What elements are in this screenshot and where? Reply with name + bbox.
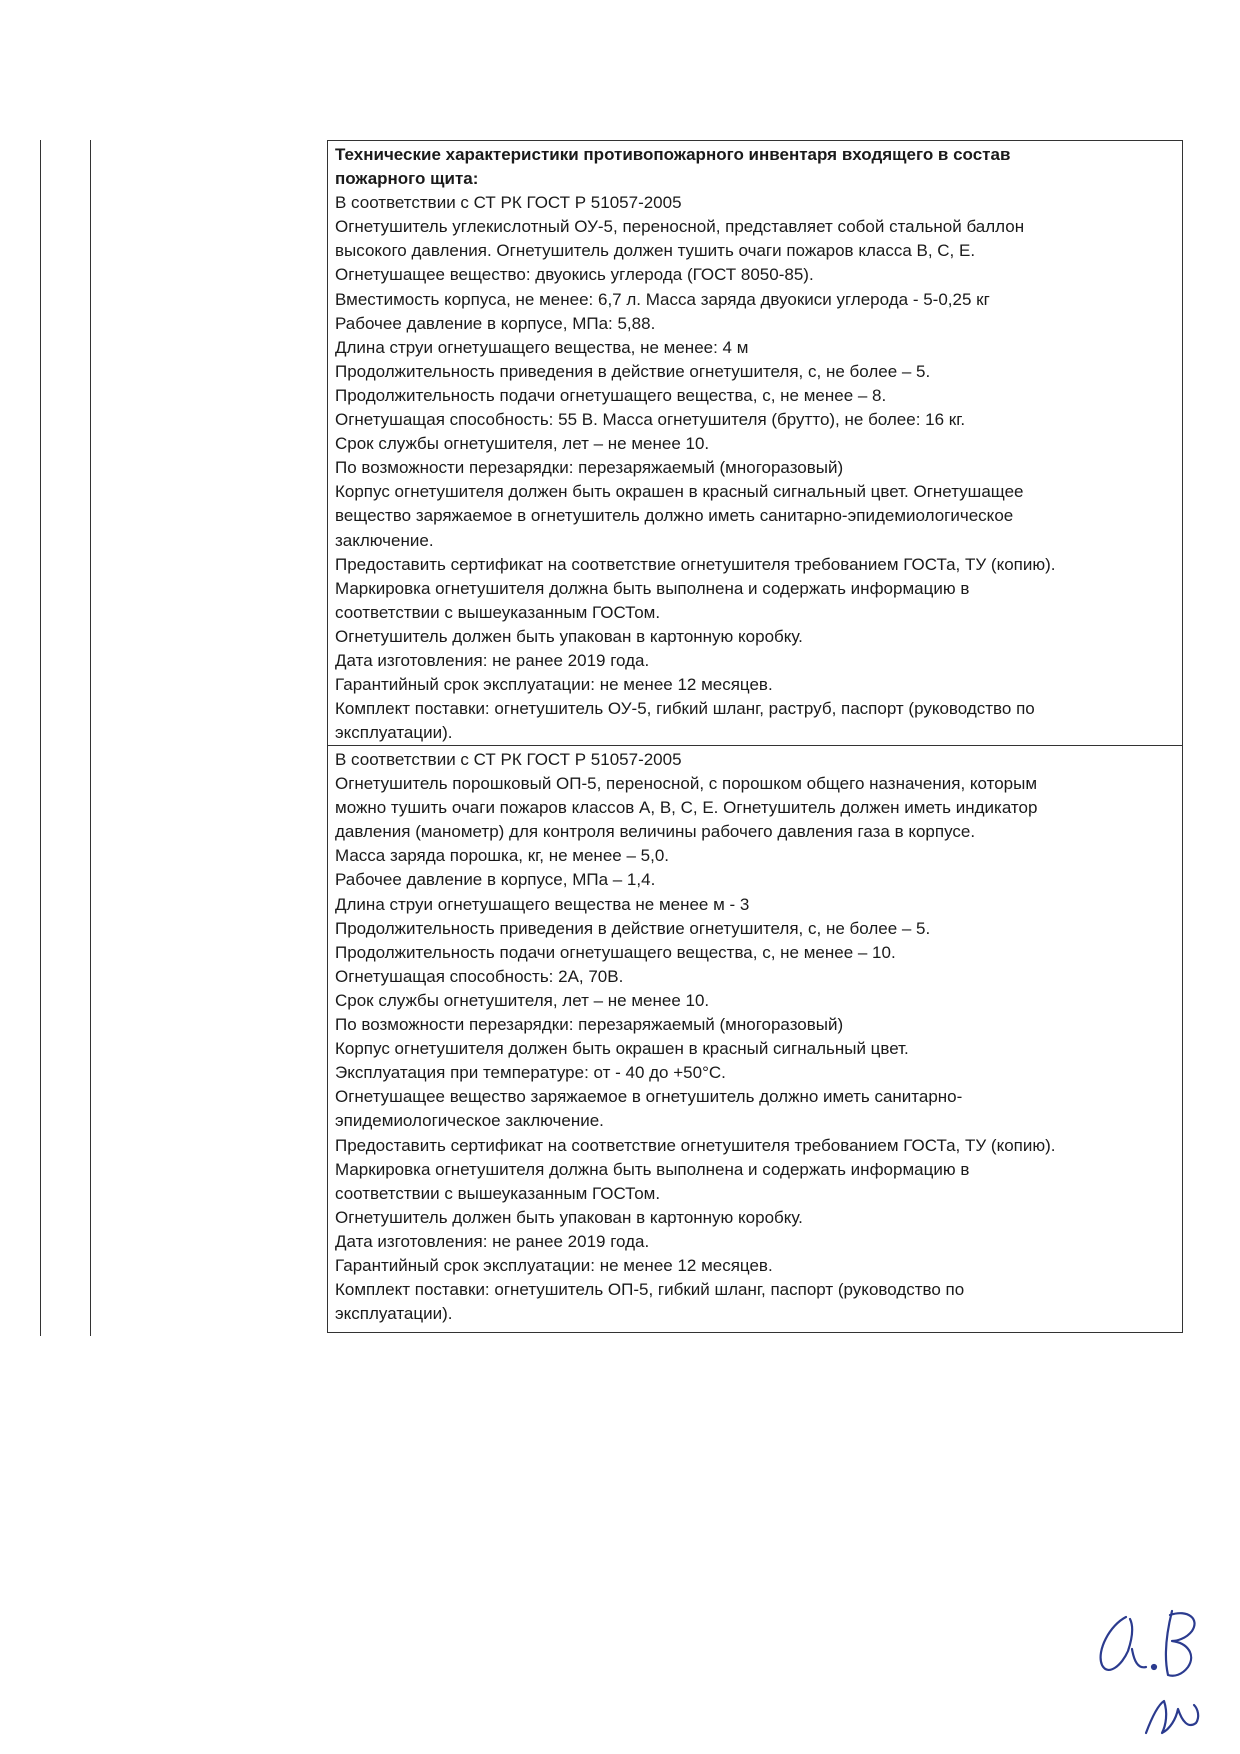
section-heading-line: пожарного щита: <box>335 169 479 189</box>
spec-line: Продолжительность подачи огнетушащего вещества, с, не менее – 10. <box>335 942 896 962</box>
spec-line: Дата изготовления: не ранее 2019 года. <box>335 650 650 670</box>
spec-line: Вместимость корпуса, не менее: 6,7 л. Масса заряда двуокиси углерода - 5-0,25 кг <box>335 289 990 309</box>
handwritten-signature <box>1088 1605 1218 1745</box>
left-margin-line-inner <box>90 140 91 1336</box>
spec-line: Длина струи огнетушащего вещества, не менее: 4 м <box>335 337 749 357</box>
spec-line: эксплуатации). <box>335 723 453 743</box>
spec-line: Продолжительность приведения в действие огнетушителя, с, не более – 5. <box>335 361 931 381</box>
spec-line: Маркировка огнетушителя должна быть выполнена и содержать информацию в <box>335 1159 970 1179</box>
spec-line: По возможности перезарядки: перезаряжаемый (многоразовый) <box>335 1015 844 1035</box>
spec-line: Огнетушитель должен быть упакован в картонную коробку. <box>335 1207 803 1227</box>
spec-line: Масса заряда порошка, кг, не менее – 5,0. <box>335 846 669 866</box>
spec-line: Огнетушащее вещество: двуокись углерода (ГОСТ 8050-85). <box>335 265 814 285</box>
spec-line: Предоставить сертификат на соответствие огнетушителя требованием ГОСТа, ТУ (копию). <box>335 1135 1056 1155</box>
spec-line: Гарантийный срок эксплуатации: не менее 12 месяцев. <box>335 675 773 695</box>
spec-line: заключение. <box>335 530 434 550</box>
spec-line: Рабочее давление в корпусе, МПа – 1,4. <box>335 870 656 890</box>
table-bottom-border <box>327 1332 1183 1333</box>
spec-line: По возможности перезарядки: перезаряжаемый (многоразовый) <box>335 458 844 478</box>
spec-line: Огнетушитель должен быть упакован в картонную коробку. <box>335 626 803 646</box>
spec-line: эпидемиологическое заключение. <box>335 1111 604 1131</box>
extinguisher-op5-spec-cell <box>327 745 1183 1333</box>
spec-line: Срок службы огнетушителя, лет – не менее 10. <box>335 434 710 454</box>
spec-line: Маркировка огнетушителя должна быть выполнена и содержать информацию в <box>335 578 970 598</box>
spec-line: Дата изготовления: не ранее 2019 года. <box>335 1231 650 1251</box>
spec-line: Продолжительность подачи огнетушащего вещества, с, не менее – 8. <box>335 385 887 405</box>
spec-line: Эксплуатация при температуре: от - 40 до +50°С. <box>335 1063 726 1083</box>
left-margin-line-outer <box>40 140 41 1336</box>
spec-line: Предоставить сертификат на соответствие огнетушителя требованием ГОСТа, ТУ (копию). <box>335 554 1056 574</box>
spec-line: В соответствии с СТ РК ГОСТ Р 51057-2005 <box>335 193 682 213</box>
section-heading-line: Технические характеристики противопожарного инвентаря входящего в состав <box>335 145 1011 164</box>
spec-line: Огнетушитель углекислотный ОУ-5, переносной, представляет собой стальной баллон <box>335 217 1025 237</box>
spec-line: Корпус огнетушителя должен быть окрашен в красный сигнальный цвет. Огнетушащее <box>335 482 1024 502</box>
spec-line: Огнетушитель порошковый ОП-5, переносной, с порошком общего назначения, которым <box>335 774 1038 794</box>
spec-line: Рабочее давление в корпусе, МПа: 5,88. <box>335 313 656 333</box>
spec-line: можно тушить очаги пожаров классов А, В, С, Е. Огнетушитель должен иметь индикатор <box>335 798 1038 818</box>
spec-line: Огнетушащее вещество заряжаемое в огнетушитель должно иметь санитарно- <box>335 1087 963 1107</box>
spec-line: эксплуатации). <box>335 1304 453 1324</box>
spec-line: Огнетушащая способность: 2А, 70В. <box>335 966 624 986</box>
spec-line: соответствии с вышеуказанным ГОСТом. <box>335 602 661 622</box>
spec-line: Корпус огнетушителя должен быть окрашен в красный сигнальный цвет. <box>335 1039 909 1059</box>
spec-line: Продолжительность приведения в действие огнетушителя, с, не более – 5. <box>335 918 931 938</box>
spec-line: Срок службы огнетушителя, лет – не менее 10. <box>335 990 710 1010</box>
spec-line: вещество заряжаемое в огнетушитель должно иметь санитарно-эпидемиологическое <box>335 506 1014 526</box>
spec-line: Комплект поставки: огнетушитель ОП-5, гибкий шланг, паспорт (руководство по <box>335 1280 965 1300</box>
spec-line: Комплект поставки: огнетушитель ОУ-5, гибкий шланг, раструб, паспорт (руководство по <box>335 699 1035 719</box>
spec-line: В соответствии с СТ РК ГОСТ Р 51057-2005 <box>335 750 682 769</box>
spec-line: давления (манометр) для контроля величины рабочего давления газа в корпусе. <box>335 822 976 842</box>
spec-line: высокого давления. Огнетушитель должен тушить очаги пожаров класса В, С, Е. <box>335 241 976 261</box>
extinguisher-ou5-spec-cell <box>327 140 1183 745</box>
spec-line: соответствии с вышеуказанным ГОСТом. <box>335 1183 661 1203</box>
spec-line: Длина струи огнетушащего вещества не менее м - 3 <box>335 894 750 914</box>
spec-line: Гарантийный срок эксплуатации: не менее 12 месяцев. <box>335 1255 773 1275</box>
spec-line: Огнетушащая способность: 55 В. Масса огнетушителя (брутто), не более: 16 кг. <box>335 410 966 430</box>
